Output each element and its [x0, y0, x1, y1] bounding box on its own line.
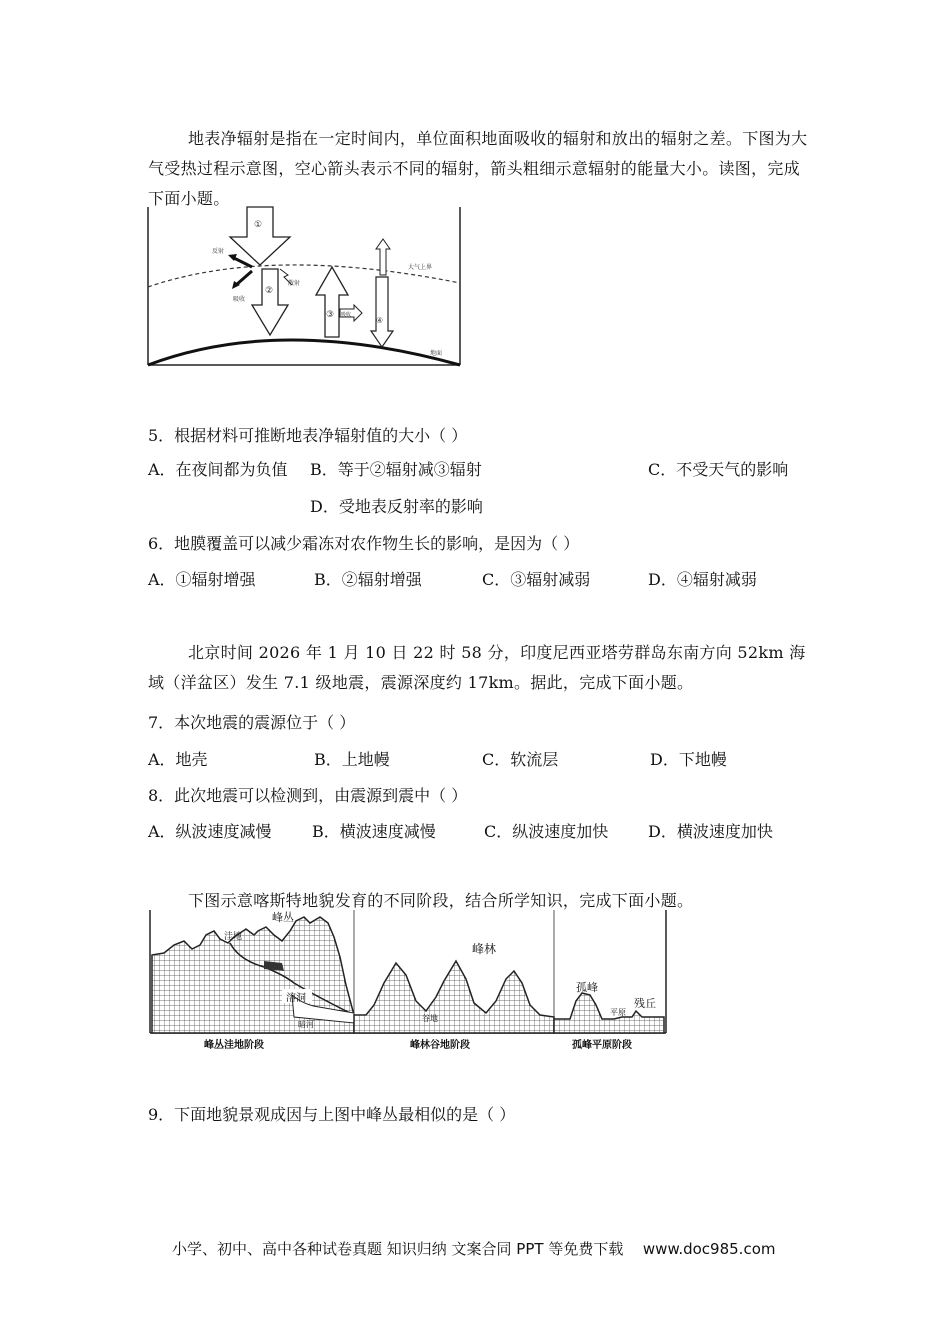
- passage-2: 北京时间 2026 年 1 月 10 日 22 时 58 分，印度尼西亚塔劳群岛东南方向 52km 海域（洋盆区）发生 7.1 级地震，震源深度约 17km。据此，完成下面小题。: [148, 643, 806, 692]
- question-8-option-a[interactable]: A．纵波速度减慢: [148, 822, 272, 841]
- passage-3: 下图示意喀斯特地貌发育的不同阶段，结合所学知识，完成下面小题。: [188, 891, 694, 910]
- question-7-option-a[interactable]: A．地壳: [148, 750, 208, 769]
- label-stage-1: 峰丛洼地阶段: [204, 1040, 264, 1051]
- question-7-option-c[interactable]: C．软流层: [482, 750, 559, 769]
- label-fenglin: 峰林: [472, 942, 497, 956]
- label-ground: 地面: [430, 350, 443, 357]
- question-8-stem: 8．此次地震可以检测到，由震源到震中（ ）: [148, 786, 468, 805]
- question-7-option-d[interactable]: D．下地幔: [650, 750, 727, 769]
- footer: [172, 1238, 775, 1259]
- question-8-option-c[interactable]: C．纵波速度加快: [484, 822, 609, 841]
- atmosphere-heating-diagram: [140, 205, 470, 375]
- footer-text: 小学、初中、高中各种试卷真题 知识归纳 文案合同 PPT 等免费下载: [172, 1240, 624, 1258]
- question-8-option-b[interactable]: B．横波速度减慢: [312, 822, 436, 841]
- question-9-stem: 9．下面地貌景观成因与上图中峰丛最相似的是（ ）: [148, 1105, 516, 1124]
- label-pingyuan: 平原: [610, 1008, 626, 1017]
- label-stage-3: 孤峰平原阶段: [572, 1040, 632, 1051]
- label-gudi: 谷地: [422, 1014, 438, 1023]
- label-absorb: 吸收: [233, 296, 246, 303]
- label-2: ②: [265, 286, 274, 296]
- label-rongdong: 溶洞: [286, 993, 306, 1004]
- question-6-option-d[interactable]: D．④辐射减弱: [648, 570, 757, 589]
- question-6-option-c[interactable]: C．③辐射减弱: [482, 570, 591, 589]
- question-5-option-d[interactable]: D．受地表反射率的影响: [310, 497, 483, 516]
- label-1: ①: [254, 220, 263, 230]
- question-5-option-b[interactable]: B．等于②辐射减③辐射: [310, 460, 482, 479]
- label-4: ④: [376, 316, 384, 325]
- label-scatter: 散射: [288, 280, 301, 287]
- label-absorb-2: 吸收: [341, 312, 352, 318]
- label-3: ③: [326, 310, 335, 320]
- label-fengcong: 峰丛: [272, 911, 294, 924]
- question-5-stem: 5．根据材料可推断地表净辐射值的大小（ ）: [148, 426, 468, 445]
- question-7-stem: 7．本次地震的震源位于（ ）: [148, 713, 356, 732]
- question-6-option-a[interactable]: A．①辐射增强: [148, 570, 256, 589]
- label-wadi: 洼地: [224, 932, 243, 942]
- question-5-option-c[interactable]: C．不受天气的影响: [648, 460, 789, 479]
- karst-stages-diagram: [144, 905, 674, 1055]
- label-reflect: 反射: [212, 248, 225, 255]
- question-5-option-a[interactable]: A．在夜间都为负值: [148, 460, 288, 479]
- label-gufeng: 孤峰: [576, 981, 598, 994]
- label-atm-top: 大气上界: [408, 264, 433, 271]
- label-canqiu: 残丘: [634, 997, 656, 1010]
- question-6-option-b[interactable]: B．②辐射增强: [314, 570, 422, 589]
- footer-url[interactable]: www.doc985.com: [642, 1240, 776, 1258]
- question-7-option-b[interactable]: B．上地幔: [314, 750, 390, 769]
- question-8-option-d[interactable]: D．横波速度加快: [648, 822, 773, 841]
- label-anhe: 暗河: [298, 1020, 314, 1029]
- label-stage-2: 峰林谷地阶段: [410, 1040, 470, 1051]
- passage-1: 地表净辐射是指在一定时间内，单位面积地面吸收的辐射和放出的辐射之差。下图为大气受热过程示意图，空心箭头表示不同的辐射，箭头粗细示意辐射的能量大小。读图，完成下面小题。: [148, 129, 808, 208]
- question-6-stem: 6．地膜覆盖可以减少霜冻对农作物生长的影响，是因为（ ）: [148, 534, 580, 553]
